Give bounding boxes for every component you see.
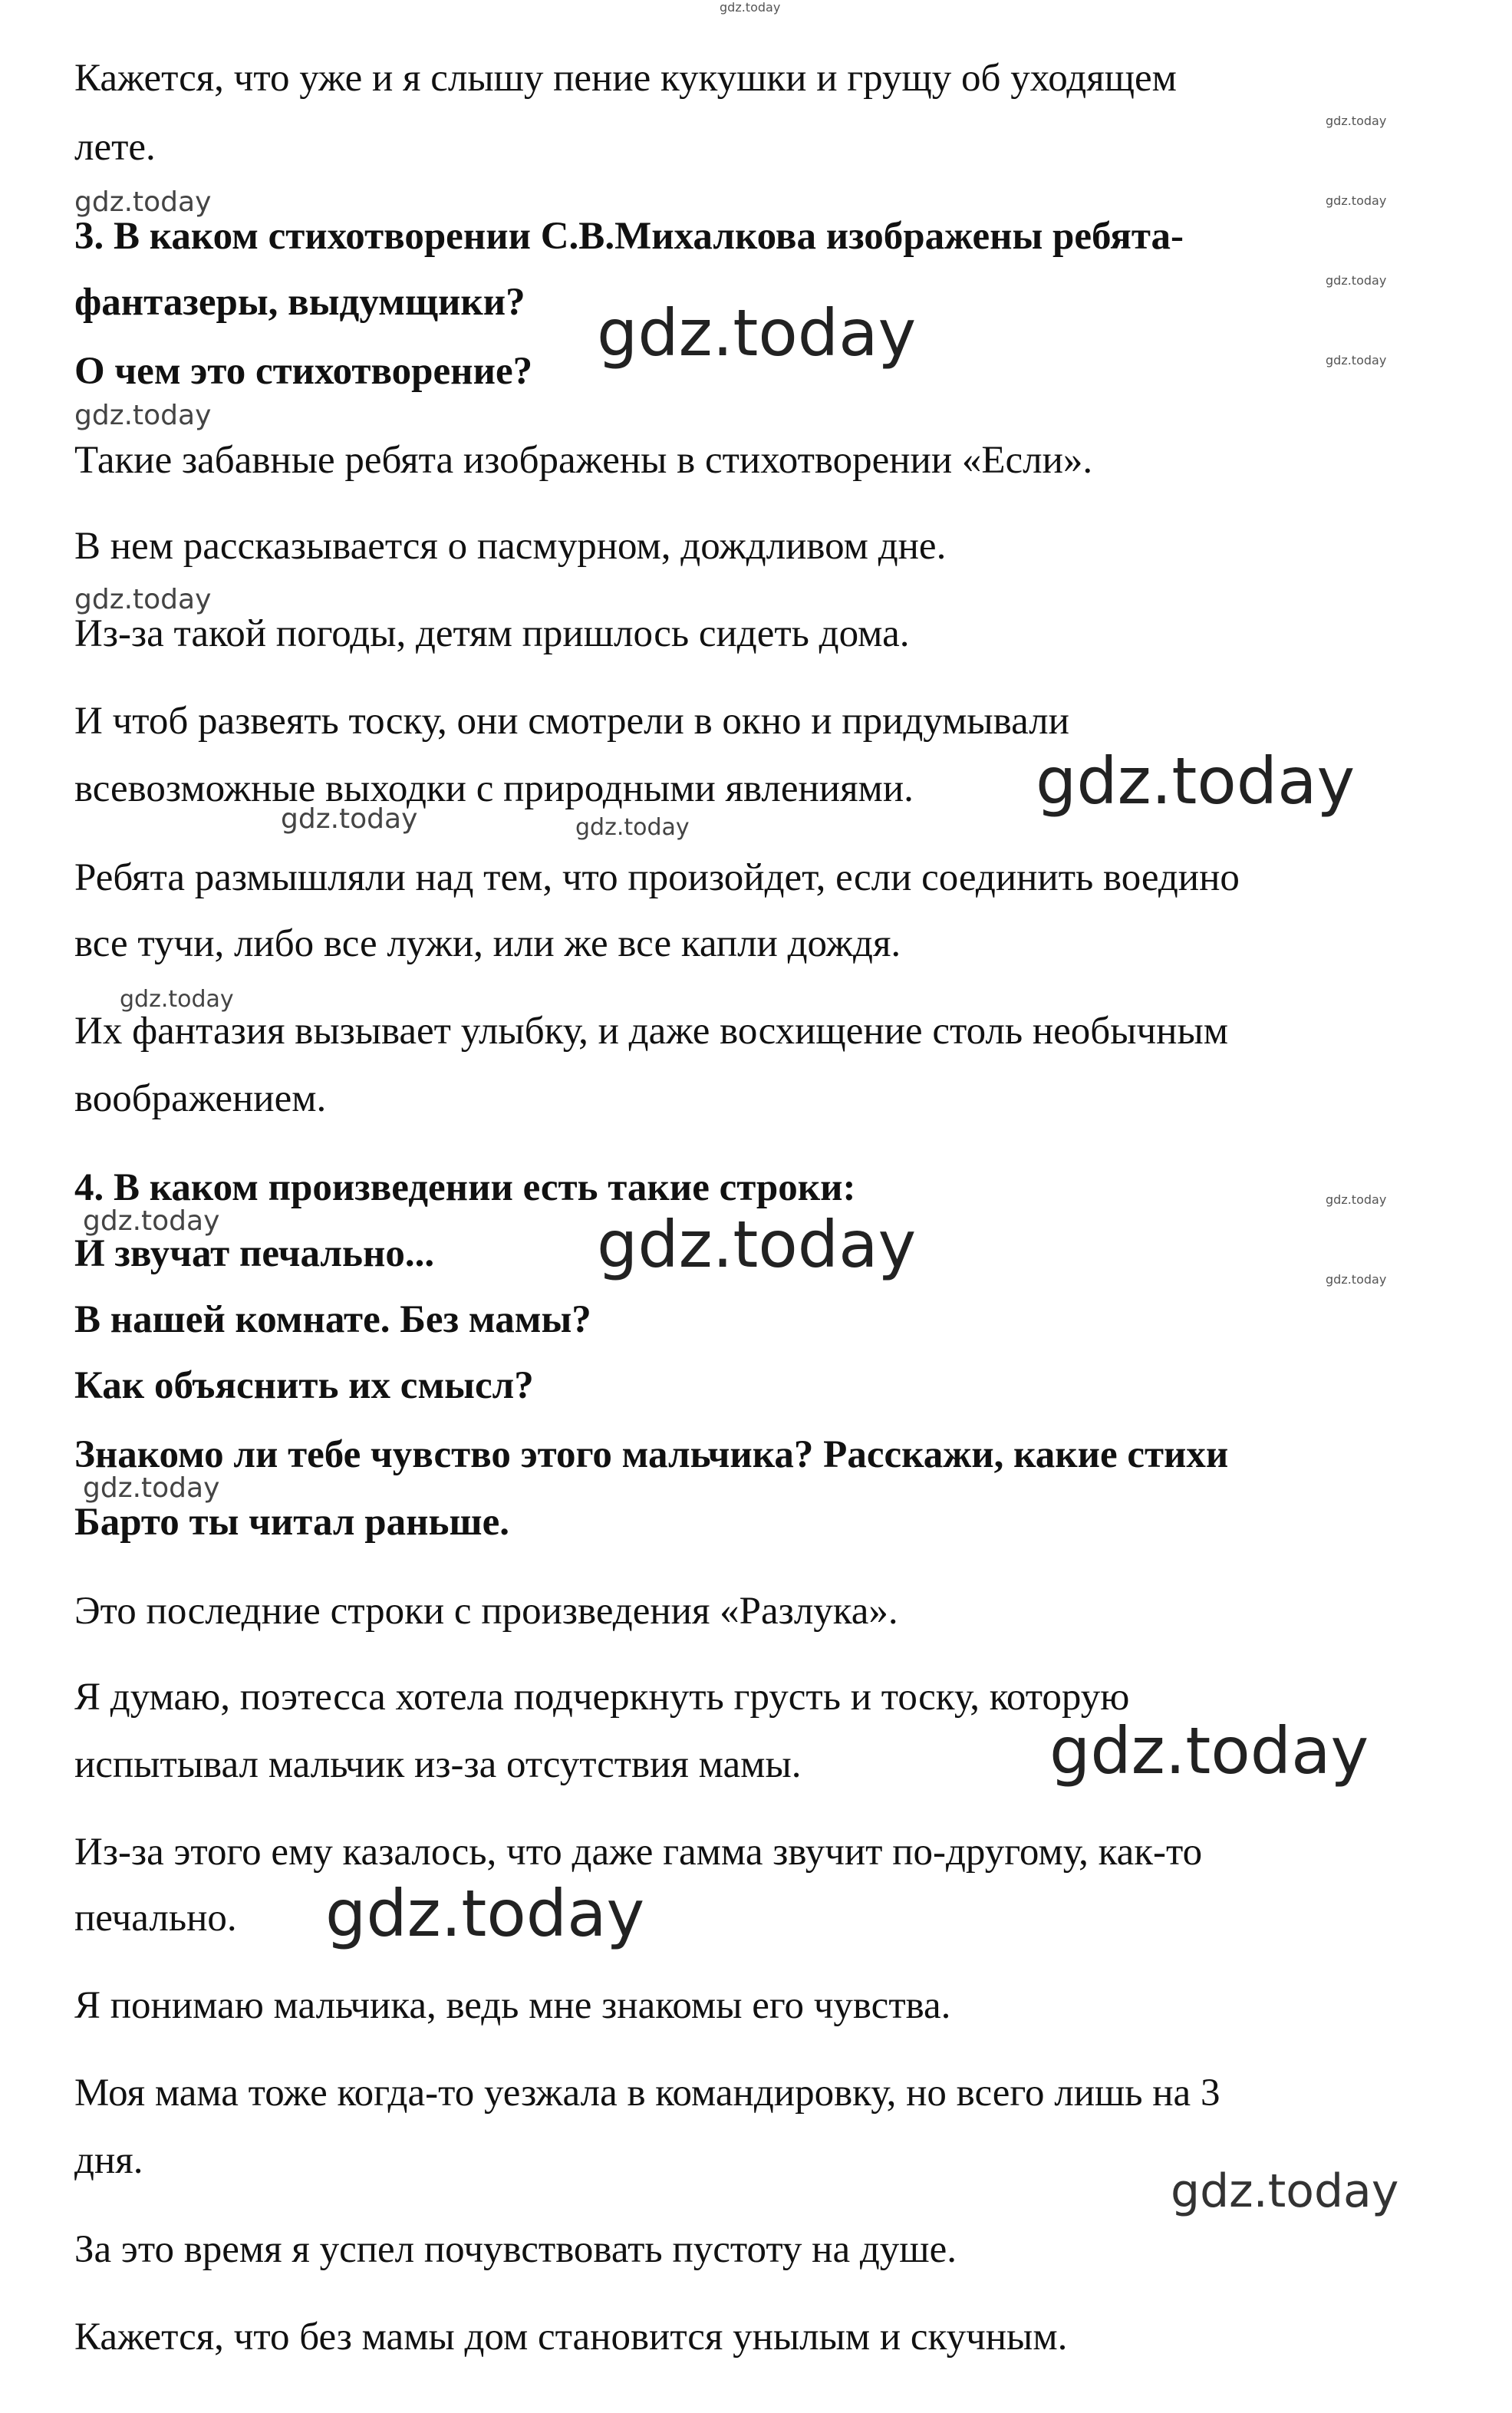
text-line: Моя мама тоже когда-то уезжала в командировку, но всего лишь на 3 (74, 2072, 1220, 2115)
question-heading: В нашей комнате. Без мамы? (74, 1298, 591, 1341)
text-line: Я думаю, поэтесса хотела подчеркнуть грусть и тоску, которую (74, 1676, 1130, 1719)
watermark: gdz.today (575, 814, 690, 841)
text-line: Из-за такой погоды, детям пришлось сидеть дома. (74, 612, 910, 655)
question-heading: И звучат печально... (74, 1232, 435, 1275)
question-heading: Как объяснить их смысл? (74, 1364, 534, 1407)
watermark: gdz.today (1326, 193, 1387, 208)
watermark: gdz.today (1326, 353, 1387, 368)
watermark: gdz.today (720, 0, 781, 15)
question-heading: 3. В каком стихотворении С.В.Михалкова изображены ребята- (74, 215, 1184, 258)
question-heading: О чем это стихотворение? (74, 350, 533, 393)
question-heading: 4. В каком произведении есть такие строки: (74, 1166, 856, 1209)
watermark: gdz.today (597, 295, 917, 371)
watermark: gdz.today (281, 803, 418, 835)
text-line: всевозможные выходки с природными явлениями. (74, 767, 914, 810)
watermark: gdz.today (1326, 1272, 1387, 1287)
text-line: Ребята размышляли над тем, что произойдет, если соединить воедино (74, 856, 1240, 899)
text-line: Из-за этого ему казалось, что даже гамма звучит по-другому, как-то (74, 1831, 1203, 1874)
watermark: gdz.today (325, 1876, 645, 1951)
watermark: gdz.today (1049, 1713, 1369, 1788)
text-line: Кажется, что уже и я слышу пение кукушки и грущу об уходящем (74, 57, 1177, 100)
text-line: Кажется, что без мамы дом становится унылым и скучным. (74, 2316, 1068, 2359)
text-line: испытывал мальчик из-за отсутствия мамы. (74, 1743, 802, 1786)
watermark: gdz.today (1326, 114, 1387, 128)
watermark: gdz.today (1326, 273, 1387, 288)
question-heading: Барто ты читал раньше. (74, 1501, 509, 1544)
text-line: воображением. (74, 1077, 327, 1120)
watermark: gdz.today (74, 400, 212, 431)
text-line: В нем рассказывается о пасмурном, дождливом дне. (74, 525, 947, 568)
text-line: лете. (74, 126, 156, 169)
watermark: gdz.today (74, 584, 212, 615)
watermark: gdz.today (120, 986, 234, 1013)
text-line: все тучи, либо все лужи, или же все капли дождя. (74, 922, 901, 965)
watermark: gdz.today (597, 1207, 917, 1282)
watermark: gdz.today (83, 1472, 220, 1504)
watermark: gdz.today (1171, 2164, 1399, 2218)
text-line: Я понимаю мальчика, ведь мне знакомы его чувства. (74, 1984, 951, 2027)
text-line: За это время я успел почувствовать пустоту на душе. (74, 2228, 957, 2271)
question-heading: Знакомо ли тебе чувство этого мальчика? Расскажи, какие стихи (74, 1433, 1229, 1476)
watermark: gdz.today (74, 186, 212, 218)
text-line: печально. (74, 1897, 237, 1940)
text-line: Такие забавные ребята изображены в стихотворении «Если». (74, 439, 1093, 482)
text-line: И чтоб развеять тоску, они смотрели в окно и придумывали (74, 700, 1069, 743)
text-line: дня. (74, 2139, 143, 2182)
watermark: gdz.today (1036, 743, 1356, 819)
watermark: gdz.today (83, 1205, 220, 1237)
watermark: gdz.today (1326, 1192, 1387, 1207)
text-line: Это последние строки с произведения «Разлука». (74, 1590, 898, 1633)
text-line: Их фантазия вызывает улыбку, и даже восхищение столь необычным (74, 1010, 1228, 1053)
question-heading: фантазеры, выдумщики? (74, 281, 525, 324)
